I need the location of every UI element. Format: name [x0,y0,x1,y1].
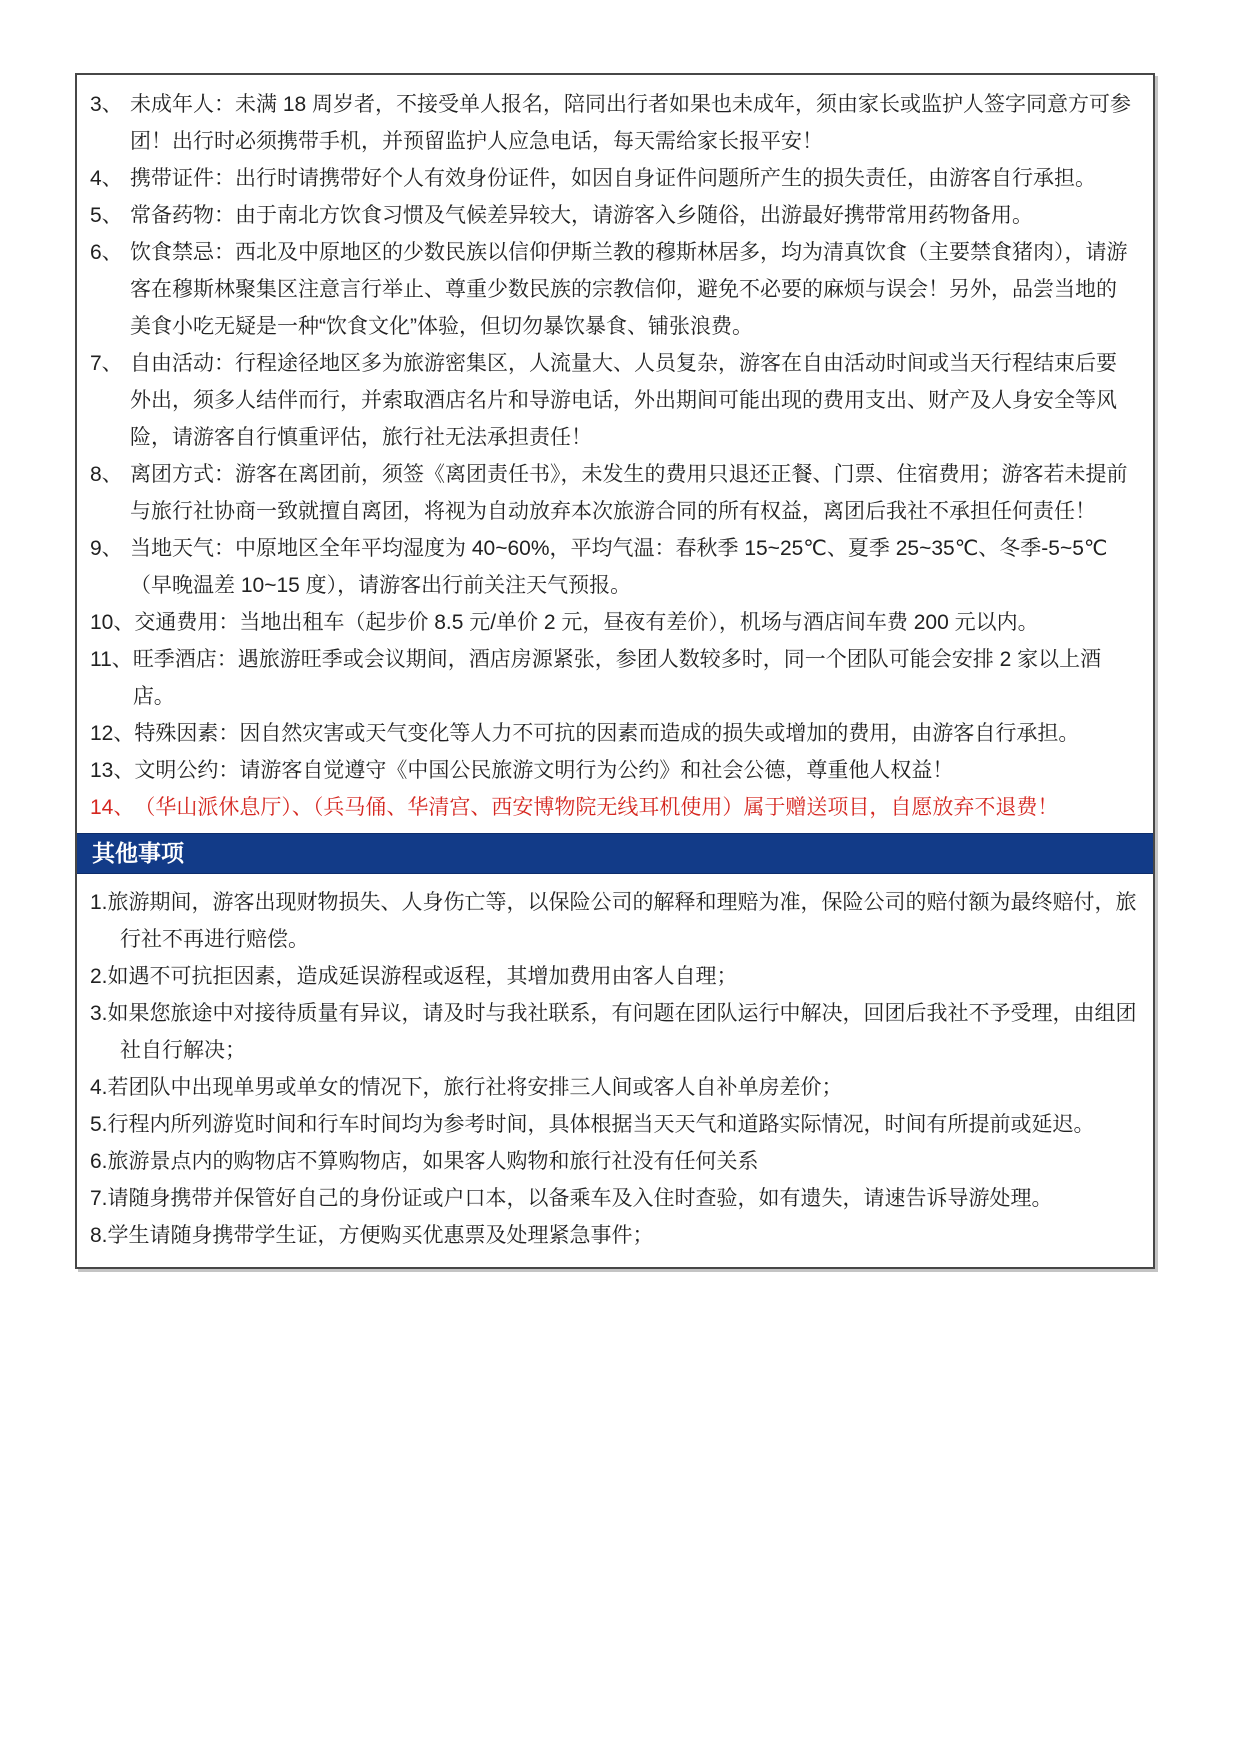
document-sheet [75,73,1155,1269]
notice-item-text: 自由活动：行程途径地区多为旅游密集区，人流量大、人员复杂，游客在自由活动时间或当天行程结束后要外出，须多人结伴而行，并索取酒店名片和导游电话，外出期间可能出现的费用支出、财产及人身安全等风险，请游客自行慎重评估，旅行社无法承担责任！ [130,352,1117,449]
notice-item [90,86,1137,160]
notice-item-text: 特殊因素：因自然灾害或天气变化等人力不可抗的因素而造成的损失或增加的费用，由游客自行承担。 [134,722,1080,745]
notice-section [77,75,1153,833]
notice-item [90,160,1137,197]
notice-item-number: 5、 [90,204,123,227]
notice-item [90,345,1137,456]
notice-item-text: 饮食禁忌：西北及中原地区的少数民族以信仰伊斯兰教的穆斯林居多，均为清真饮食（主要禁食猪肉），请游客在穆斯林聚集区注意言行举止、尊重少数民族的宗教信仰，避免不必要的麻烦与误会！另外，品尝当地的美食小吃无疑是一种“饮食文化”体验，但切勿暴饮暴食、铺张浪费。 [130,241,1128,338]
notice-item [90,604,1137,641]
notice-table [75,73,1155,1269]
notice-item [90,752,1137,789]
other-item: 7.请随身携带并保管好自己的身份证或户口本，以备乘车及入住时查验，如有遗失，请速告诉导游处理。 [90,1187,1053,1210]
other-item: 8.学生请随身携带学生证，方便购买优惠票及处理紧急事件； [90,1224,654,1247]
section-header-other-matters: 其他事项 [77,833,1153,874]
notice-item-text: 交通费用：当地出租车（起步价 8.5 元/单价 2 元，昼夜有差价），机场与酒店间车费 200 元以内。 [134,611,1039,634]
notice-item-text: 常备药物：由于南北方饮食习惯及气候差异较大，请游客入乡随俗，出游最好携带常用药物备用。 [130,204,1033,227]
notice-item-number: 13、 [90,759,135,782]
notice-item-number: 14、 [90,796,135,819]
notice-item-text: 文明公约：请游客自觉遵守《中国公民旅游文明行为公约》和社会公德，尊重他人权益！ [134,759,954,782]
notice-item-text: （华山派休息厅）、（兵马俑、华清宫、西安博物院无线耳机使用）属于赠送项目，自愿放弃不退费！ [134,796,1059,819]
notice-item-text: 未成年人：未满 18 周岁者，不接受单人报名，陪同出行者如果也未成年，须由家长或监护人签字同意方可参团！出行时必须携带手机，并预留监护人应急电话，每天需给家长报平安！ [130,93,1132,153]
notice-item [90,715,1137,752]
notice-item-text: 离团方式：游客在离团前，须签《离团责任书》，未发生的费用只退还正餐、门票、住宿费用；游客若未提前与旅行社协商一致就擅自离团，将视为自动放弃本次旅游合同的所有权益，离团后我社不承担任何责任！ [130,463,1128,523]
other-item: 5.行程内所列游览时间和行车时间均为参考时间，具体根据当天天气和道路实际情况，时间有所提前或延迟。 [90,1113,1095,1136]
other-item: 2.如遇不可抗拒因素，造成延误游程或返程，其增加费用由客人自理； [90,965,738,988]
notice-item-number: 12、 [90,722,135,745]
notice-item-text: 携带证件：出行时请携带好个人有效身份证件，如因自身证件问题所产生的损失责任，由游客自行承担。 [130,167,1096,190]
notice-item [90,197,1137,234]
notice-item-number: 4、 [90,167,123,190]
notice-item-number: 8、 [90,463,123,486]
notice-item-number: 7、 [90,352,123,375]
other-item: 1.旅游期间，游客出现财物损失、人身伤亡等，以保险公司的解释和理赔为准，保险公司的赔付额为最终赔付，旅行社不再进行赔偿。 [90,891,1137,951]
notice-item-text: 旺季酒店：遇旅游旺季或会议期间，酒店房源紧张，参团人数较多时，同一个团队可能会安排 2 家以上酒店。 [132,648,1102,708]
notice-item-number: 9、 [90,537,123,560]
notice-item [90,530,1137,604]
notice-item-text: 当地天气：中原地区全年平均湿度为 40~60%，平均气温：春秋季 15~25℃、夏季 25~35℃、冬季-5~5℃（早晚温差 10~15 度），请游客出行前关注天气预报。 [130,537,1108,597]
notice-item [90,234,1137,345]
notice-item [90,456,1137,530]
other-item: 6.旅游景点内的购物店不算购物店，如果客人购物和旅行社没有任何关系 [90,1150,759,1173]
notice-item-number: 3、 [90,93,123,116]
notice-item-number: 11、 [90,648,133,671]
notice-item-number: 10、 [90,611,135,634]
notice-item-number: 6、 [90,241,123,264]
notice-item [90,641,1137,715]
notice-item-highlighted [90,789,1137,826]
other-item: 4.若团队中出现单男或单女的情况下，旅行社将安排三人间或客人自补单房差价； [90,1076,843,1099]
other-matters-section [77,874,1153,1267]
other-item: 3.如果您旅途中对接待质量有异议，请及时与我社联系，有问题在团队运行中解决，回团后我社不予受理，由组团社自行解决； [90,1002,1137,1062]
